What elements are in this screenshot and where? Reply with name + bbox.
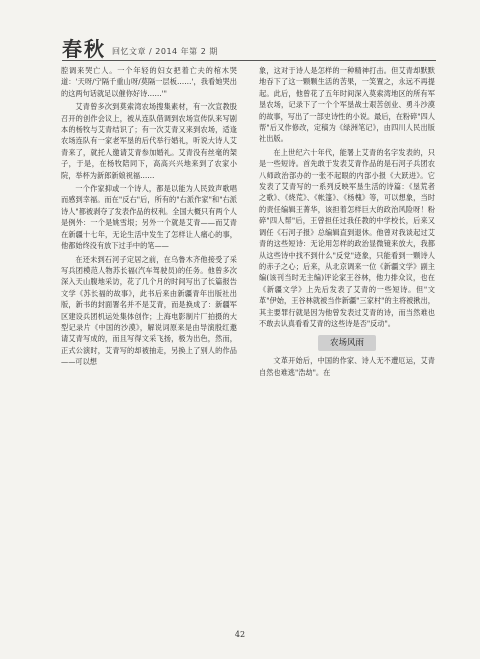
paragraph: 象，这对于诗人是怎样的一种精神打击。但艾青却默默地吞下了这一颗颗生活的苦果，一笑置之，永远不再提起。此后，他曾花了五年时间深入莫索湾地区的所有军垦农场，记录下了一个个军垦战士艰苦创业、勇斗沙漠的故事，写出了一部史诗性的小说。最后，在粉碎"四人帮"后又作修改，定稿为《绿洲笔记》，由四川人民出版社出版。 <box>259 66 435 144</box>
right-column <box>259 65 435 378</box>
paragraph: 腔调来哭亡人。一个年轻的妇女把着亡夫的棺木哭道：'天呀/宁隔千重山呀/莫隔一层板……'，我看她哭出的这两句话就足以催你好诗……'" <box>61 66 237 98</box>
left-column <box>61 65 237 368</box>
paragraph: 一个作家抑或一个诗人，都是以能为人民致声歌唱而感到幸福。而在"反右"后，所有的"右派作家"和"右派诗人"都被剥夺了发表作品的权利。全国大概只有两个人是例外：一个是姚雪垠；另外一个就是艾青——而艾青在新疆十七年，无论生活中发生了怎样让人痛心的事，他都始终没有放下过手中的笔—— <box>61 184 237 251</box>
paragraph: 艾青曾多次到莫索湾农场搜集素材，有一次宣教股召开的创作会议上，被从连队借调到农场宣传队来写剧本的杨牧与艾青结识了；有一次艾青又来到农场，适逢农场连队有一家老军垦的后代举行婚礼，听说大诗人艾青来了，就托人邀请艾青参加婚礼。艾青没有丝毫的架子，于是，在杨牧陪同下，高高兴兴地来到了农家小院，举杯为新郎新娘祝福…… <box>61 102 237 180</box>
paragraph: 文革开始后，中国的作家、诗人无不遭厄运，艾青自然也难逃"浩劫"。在 <box>259 356 435 377</box>
section-heading: 农场风雨 <box>318 335 376 351</box>
page-number: 42 <box>234 630 246 639</box>
masthead-title: 春秋 <box>62 37 106 61</box>
paragraph: 在还未到石河子定居之前，在乌鲁木齐他接受了采写兵团模范人物苏长福(汽车驾驶员)的任务。他曾多次深入天山腹地采访，花了几个月的时间写出了长篇报告文学《苏长福的故事》，此书后来由新疆青年出版社出版，新书的封面署名并不是艾青，而是换成了：新疆军区建设兵团机运处集体创作；上海电影制片厂拍摄的大型记录片《中国的沙漠》，解说词原来是由导演殷红邀请艾青写成的，而且写得文采飞扬，极为出色，然而，正式公演时，艾青写的却被抽走，另换上了别人的作品——可以想 <box>61 254 237 367</box>
paragraph: 在上世纪六十年代，能署上艾青的名字发表的，只是一些短诗。首先敢于发表艾青作品的是石河子兵团农八师政治部办的一张不起眼的内部小报《大跃进》。它发表了艾青写的一系列反映军垦生活的诗篇：《垦荒者之歌》、《烧荒》、《帐篷》、《杨槐》等，可以想象，当时的责任编辑王菁华，该担着怎样巨大的政治风险呀！粉碎"四人帮"后，王曾担任过我任教的中学校长，后来又调任《石河子报》总编辑直到退休。他曾对我谈起过艾青的这些短诗：无论用怎样的政治显微镜来放大，我都从这些诗中找不到什么"反党"迹象，只能看到一颗诗人的赤子之心；后来，从北京调来一位《新疆文学》副主编(该刊当时无主编)评论家王谷林，他力排众议，也在《新疆文学》上先后发表了艾青的一些短诗。但"文革"伊始，王谷林就被当作新疆"三家村"的主将被揪出，其主要罪行就是因为他曾发表过艾青的诗，而当然难也不敢去认真看看艾青的这些诗是否"反动"。 <box>259 147 435 328</box>
page-header <box>62 38 436 61</box>
issue-label: 回忆文章 / 2014 年第 2 期 <box>112 47 218 56</box>
